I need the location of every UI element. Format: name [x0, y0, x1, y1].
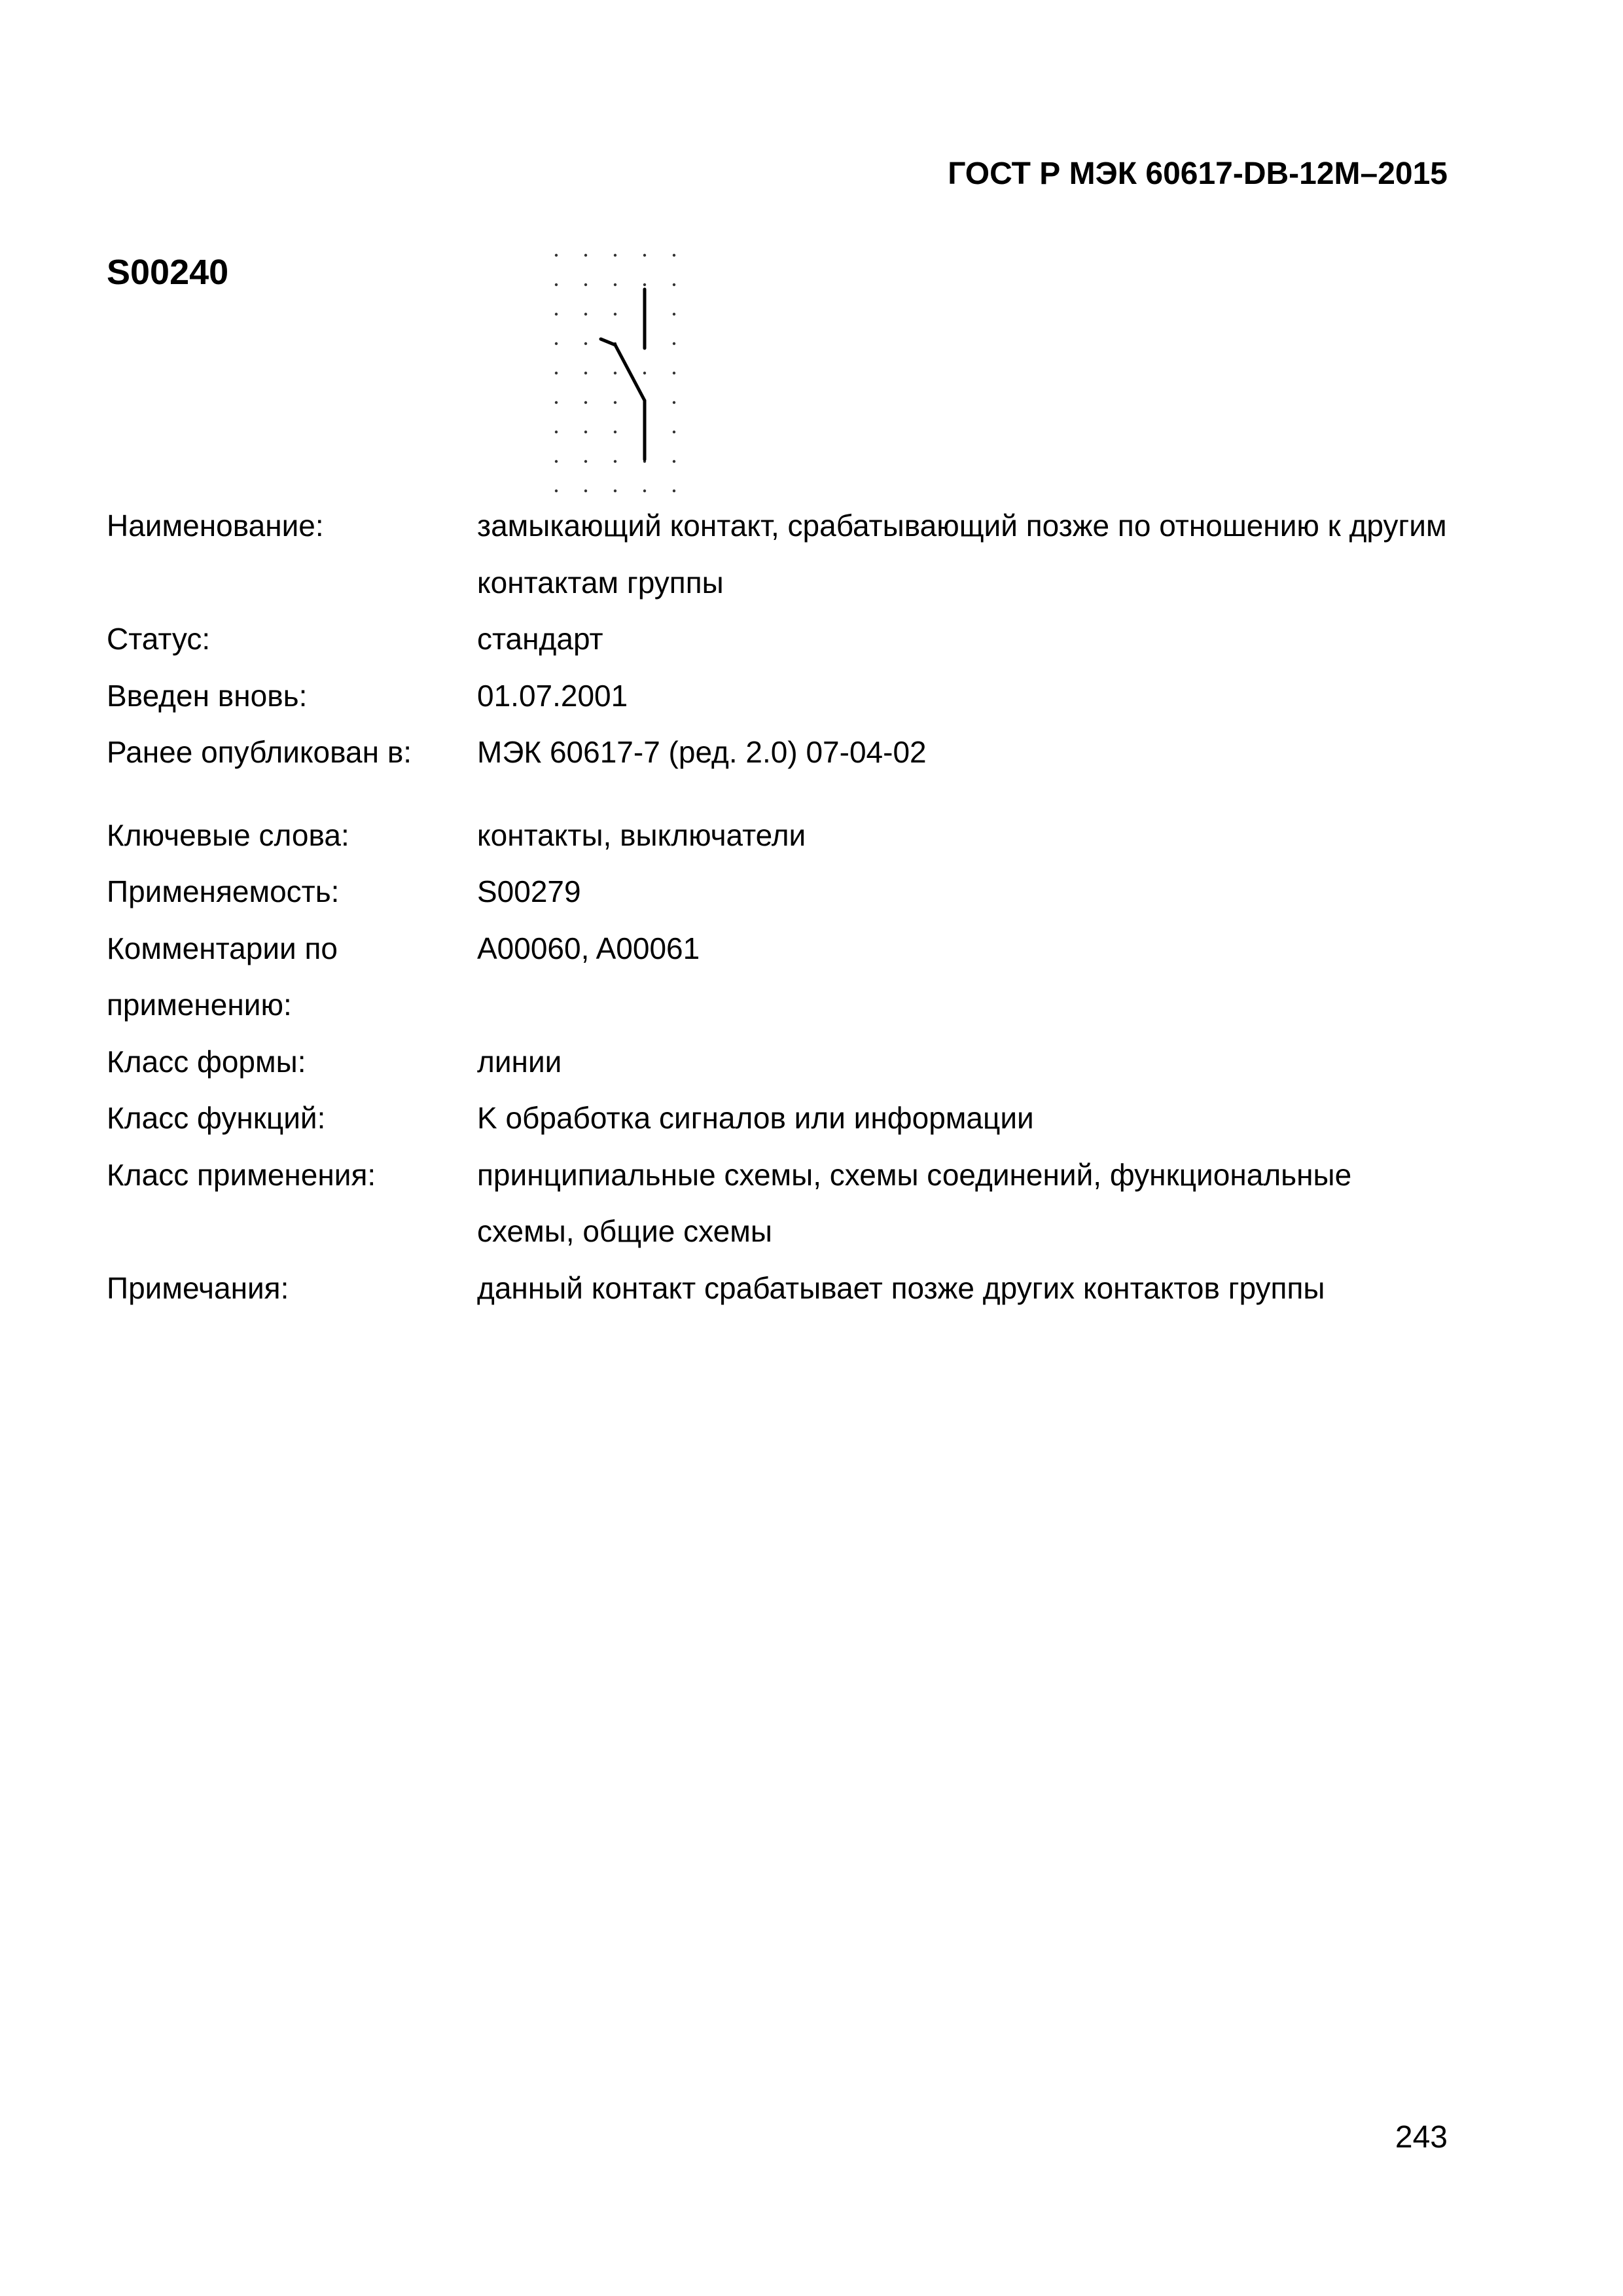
field-label: Введен вновь:	[107, 678, 308, 713]
grid-dot	[614, 254, 616, 257]
field-shape-class	[107, 1033, 1448, 1090]
contact-lines	[601, 289, 645, 459]
grid-dot	[555, 372, 558, 374]
grid-dot	[673, 342, 675, 345]
grid-dot	[555, 254, 558, 257]
grid-dots	[555, 254, 675, 492]
field-introduced	[107, 668, 1448, 725]
grid-dot	[673, 490, 675, 492]
field-label: Наименование:	[107, 509, 324, 543]
field-label: Комментарии по применению:	[107, 931, 338, 1022]
grid-dot	[555, 283, 558, 286]
grid-dot	[584, 254, 587, 257]
field-application-class	[107, 1147, 1448, 1260]
field-function-class	[107, 1090, 1448, 1147]
grid-dot	[643, 283, 646, 286]
grid-dot	[614, 431, 616, 433]
grid-dot	[555, 490, 558, 492]
grid-dot	[584, 460, 587, 463]
field-keywords	[107, 807, 1448, 864]
grid-dot	[673, 283, 675, 286]
grid-dot	[643, 372, 646, 374]
field-applicability	[107, 863, 1448, 920]
grid-dot	[584, 401, 587, 404]
grid-dot	[614, 460, 616, 463]
grid-dot	[673, 254, 675, 257]
grid-dot	[555, 313, 558, 315]
field-value: замыкающий контакт, срабатывающий позже по отношению к другим контактам группы	[477, 509, 1447, 600]
grid-dot	[584, 283, 587, 286]
grid-dot	[673, 460, 675, 463]
grid-dot	[614, 313, 616, 315]
field-value: S00279	[477, 874, 581, 908]
grid-dot	[614, 401, 616, 404]
grid-dot	[614, 372, 616, 374]
grid-dot	[584, 372, 587, 374]
grid-dot	[584, 342, 587, 345]
grid-dot	[643, 490, 646, 492]
field-value: A00060, A00061	[477, 931, 700, 965]
grid-dot	[584, 313, 587, 315]
field-label: Ранее опубликован в:	[107, 735, 412, 769]
field-label: Ключевые слова:	[107, 817, 349, 852]
field-name	[107, 497, 1448, 611]
field-label: Примечания:	[107, 1270, 289, 1305]
grid-dot	[555, 460, 558, 463]
field-label: Класс функций:	[107, 1101, 326, 1135]
grid-dot	[584, 431, 587, 433]
grid-dot	[614, 490, 616, 492]
field-label: Применяемость:	[107, 874, 340, 908]
field-label: Статус:	[107, 622, 211, 656]
field-notes	[107, 1260, 1448, 1317]
grid-dot	[643, 254, 646, 257]
grid-dot	[555, 342, 558, 345]
grid-dot	[584, 490, 587, 492]
make-contact-late-symbol	[550, 243, 681, 499]
field-value: K обработка сигналов или информации	[477, 1101, 1034, 1135]
document-header: ГОСТ Р МЭК 60617-DB-12M–2015	[948, 156, 1448, 191]
field-value: данный контакт срабатывает позже других контактов группы	[477, 1270, 1325, 1305]
grid-dot	[673, 313, 675, 315]
grid-dot	[673, 431, 675, 433]
symbol-fields	[107, 497, 1448, 1316]
field-label: Класс применения:	[107, 1157, 376, 1192]
field-value: МЭК 60617-7 (ред. 2.0) 07-04-02	[477, 735, 927, 769]
page-number: 243	[1395, 2120, 1448, 2155]
grid-dot	[555, 431, 558, 433]
grid-dot	[673, 372, 675, 374]
field-application-comments	[107, 920, 1448, 1033]
field-value: контакты, выключатели	[477, 817, 806, 852]
symbol-id: S00240	[107, 253, 229, 292]
field-previously-published	[107, 724, 1448, 781]
grid-dot	[614, 283, 616, 286]
grid-dot	[673, 401, 675, 404]
field-value: стандарт	[477, 622, 603, 656]
field-label: Класс формы:	[107, 1044, 306, 1079]
field-value: принципиальные схемы, схемы соединений, функциональные схемы, общие схемы	[477, 1157, 1352, 1248]
field-status	[107, 611, 1448, 668]
field-value: 01.07.2001	[477, 678, 628, 713]
field-value: линии	[477, 1044, 562, 1079]
grid-dot	[555, 401, 558, 404]
